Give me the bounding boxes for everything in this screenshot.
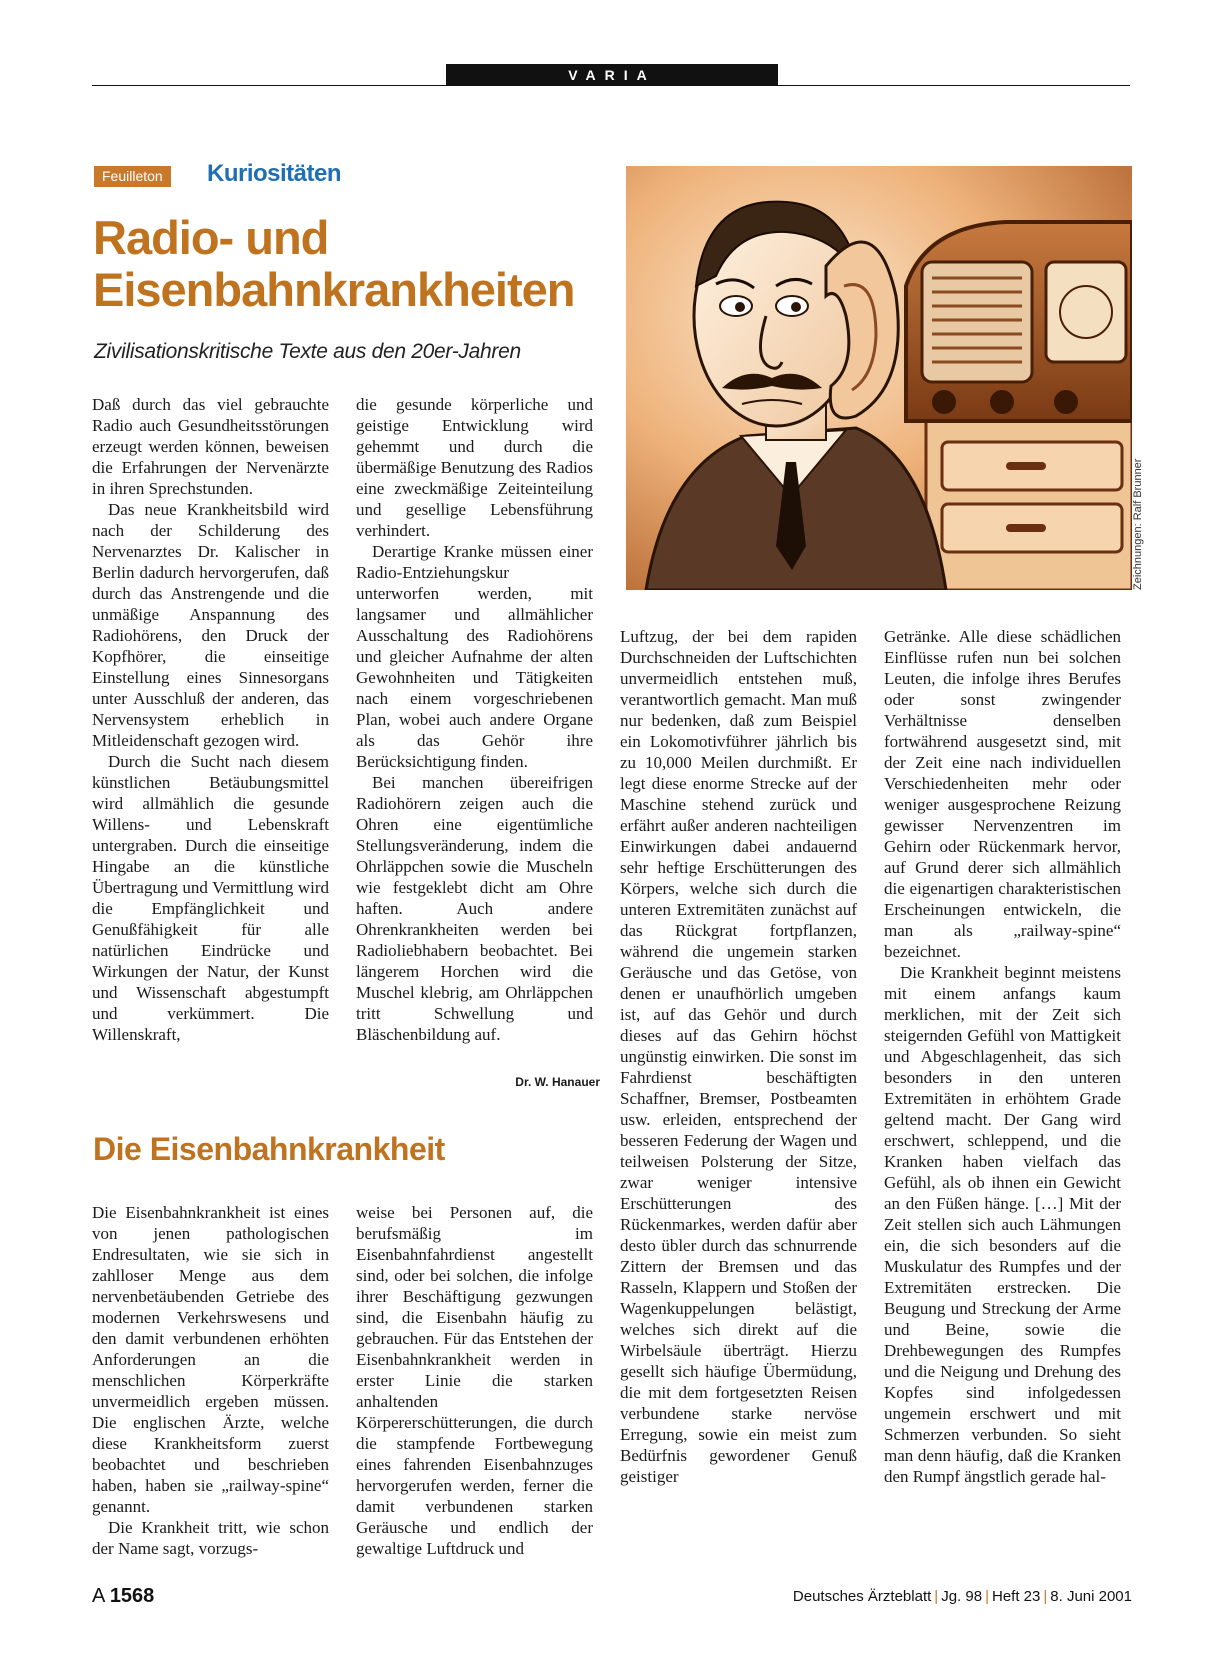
paragraph: Luftzug, der bei dem rapiden Durchschneiden der Luftschichten unvermeidlich entstehen muß, verantwortlich gemacht. Man muß nur bedenken, daß zum Beispiel ein Lokomotivführer jährlich bis zu 10,000 Meilen durchmißt. Er legt diese enorme Strecke auf der Maschine stehend zurück und erfährt außer anderen nachteiligen Einwirkungen dabei andauernd sehr heftige Erschütterungen des Körpers, welche sich durch die unteren Extremitäten zunächst auf das Rückgrat fortpflanzen, während die ungemein starken Geräusche und das Getöse, von denen er unaufhörlich umgeben ist, auf das Gehör und durch dieses auf das Gehirn höchst ungünstig einwirken. Die sonst im Fahrdienst beschäftigten Schaffner, Bremser, Postbeamten usw. erleiden, entsprechend der besseren Federung der Wagen und teilweisen Polsterung der Sitze, zwar weniger intensive Erschütterungen des Rückenmarkes, werden dafür aber desto übler durch das schnurrende Zittern der Bremsen und das Rasseln, Klappern und Stoßen der Wagenkuppelungen belästigt, welches sich direkt auf die Wirbelsäule überträgt. Hierzu gesellt sich häufige Übermüdung, die mit dem fortgesetzten Reisen verbundene starke nervöse Erregung, sowie ein meist zum Bedürfnis gewordener Genuß geistiger [620, 627, 857, 1486]
paragraph: Durch die Sucht nach diesem künstlichen Betäubungsmittel wird allmählich die gesunde Willens- und Lebenskraft untergraben. Durch die einseitige Hingabe an die künstliche Übertragung und Vermittlung wird die Empfänglichkeit und Genußfähigkeit für alle natürlichen Eindrücke und Wirkungen der Natur, der Kunst und Wissenschaft abgestumpft und verkümmert. Die Willenskraft, [92, 752, 329, 1044]
paragraph: Getränke. Alle diese schädlichen Einflüsse rufen nun bei solchen Leuten, die infolge ihres Berufes oder sonst zwingender Verhältnisse denselben fortwährend ausgesetzt sind, mit der Zeit eine nach individuellen Verschiedenheiten mehr oder weniger ausgesprochene Reizung gewisser Nervenzentren im Gehirn oder Rückenmark hervor, auf Grund derer sich allmählich die eigenartigen charakteristischen Erscheinungen entwickeln, die man als „railway-spine“ bezeichnet. [884, 627, 1121, 961]
paragraph: Bei manchen übereifrigen Radiohörern zeigen auch die Ohren eine eigentümliche Stellungsveränderung, indem die Ohrläppchen sowie die Muscheln wie festgeklebt dicht am Ohre haften. Auch andere Ohrenkrankheiten werden bei Radioliebhabern beobachtet. Bei längerem Horchen wird die Muschel klebrig, am Ohrläppchen tritt Schwellung und Bläschenbildung auf. [356, 773, 593, 1044]
page-number-value: 1568 [109, 1585, 155, 1607]
paragraph: Das neue Krankheitsbild wird nach der Schilderung des Nervenarztes Dr. Kalischer in Berlin dadurch hervorgerufen, daß durch das Anstrengende und die unmäßige Anspannung des Radiohörens, den Druck der Kopfhörer, die einseitige Einstellung eines Sinnesorgans unter Ausschluß der anderen, das Nervensystem erheblich in Mitleidenschaft gezogen wird. [92, 500, 329, 750]
article-column-1 [92, 394, 329, 1045]
paragraph: Daß durch das viel gebrauchte Radio auch Gesundheitsstörungen erzeugt werden können, beweisen die Erfahrungen der Nervenärzte in ihren Sprechstunden. [92, 395, 329, 498]
author-signature: Dr. W. Hanauer [515, 1075, 600, 1089]
journal-name: Deutsches Ärzteblatt [792, 1588, 932, 1605]
radio-listener-illustration [626, 166, 1132, 590]
category-badge: Feuilleton [94, 166, 171, 187]
section2-column-3 [620, 626, 857, 1487]
volume: Jg. 98 [941, 1588, 983, 1605]
article-title: Radio- und Eisenbahnkrankheiten [93, 211, 575, 316]
issue: Heft 23 [991, 1588, 1041, 1605]
publication-info: Deutsches Ärzteblatt | Jg. 98 | Heft 23 | 8. Juni 2001 [792, 1588, 1132, 1605]
paragraph: weise bei Personen auf, die berufsmäßig im Eisenbahnfahrdienst angestellt sind, oder bei solchen, die infolge ihrer Beschäftigung gezwungen sind, die Eisenbahn häufig zu gebrauchen. Für das Entstehen der Eisenbahnkrankheit werden in erster Linie die starken anhaltenden Körpererschütterungen, die durch die stampfende Fortbewegung eines fahrenden Eisenbahnzuges hervorgerufen werden, ferner die damit verbundenen starken Geräusche und endlich der gewaltige Luftdruck und [356, 1203, 593, 1558]
paragraph: Die Krankheit tritt, wie schon der Name sagt, vorzugs- [92, 1518, 329, 1558]
paragraph: Die Krankheit beginnt meistens mit einem anfangs kaum merklichen, mit der Zeit sich steigernden Gefühl von Mattigkeit und Abgeschlagenheit, das sich besonders in den unteren Extremitäten in erhöhtem Grade geltend macht. Der Gang wird erschwert, schleppend, und die Kranken haben vielfach das Gefühl, als ob ihnen ein Gewicht an den Füßen hänge. […] Mit der Zeit stellen sich auch Lähmungen ein, die sich besonders auf die Muskulatur des Rumpfes und der Extremitäten erstrecken. Die Beugung und Streckung der Arme und Beine, sowie die Drehbewegungen des Rumpfes und die Neigung und Drehung des Kopfes sind infolgedessen ungemein erschwert und mit Schmerzen verbunden. So sieht man denn häufig, daß die Kranken den Rumpf ängstlich gerade hal- [884, 963, 1121, 1486]
section-label: VARIA [446, 64, 778, 86]
page-prefix: A [92, 1585, 105, 1607]
section2-column-4 [884, 626, 1121, 1487]
section2-column-2 [356, 1202, 593, 1559]
kicker: Kuriositäten [207, 160, 342, 187]
section2-column-1 [92, 1202, 329, 1559]
paragraph: Derartige Kranke müssen einer Radio-Entziehungskur unterworfen werden, mit langsamer und allmählicher Ausschaltung des Radiohörens und gleicher Aufnahme der alten Gewohnheiten und Tätigkeiten nach einem vorgeschriebenen Plan, wobei auch andere Organe als das Gehör ihre Berücksichtigung finden. [356, 542, 593, 771]
illustration-credit: Zeichnungen: Ralf Brunner [1132, 458, 1144, 590]
paragraph: Die Eisenbahnkrankheit ist eines von jenen pathologischen Endresultaten, wie sie sich in zahlloser Menge aus dem nervenbetäubenden Getriebe des modernen Verkehrswesens und den damit verbundenen erhöhten Anforderungen an die menschlichen Körperkräfte unvermeidlich ergeben müssen. Die englischen Ärzte, welche diese Krankheitsform zuerst beobachtet und beschrieben haben, haben sie „railway-spine“ genannt. [92, 1203, 329, 1516]
issue-date: 8. Juni 2001 [1050, 1588, 1132, 1605]
article-subtitle: Zivilisationskritische Texte aus den 20er-Jahren [94, 340, 521, 363]
article-column-2 [356, 394, 593, 1045]
paragraph: die gesunde körperliche und geistige Entwicklung wird gehemmt und durch die übermäßige Benutzung des Radios eine zweckmäßige Zeiteinteilung und gesellige Lebensführung verhindert. [356, 395, 593, 540]
section-title: Die Eisenbahnkrankheit [93, 1131, 445, 1167]
page-number [92, 1585, 154, 1608]
